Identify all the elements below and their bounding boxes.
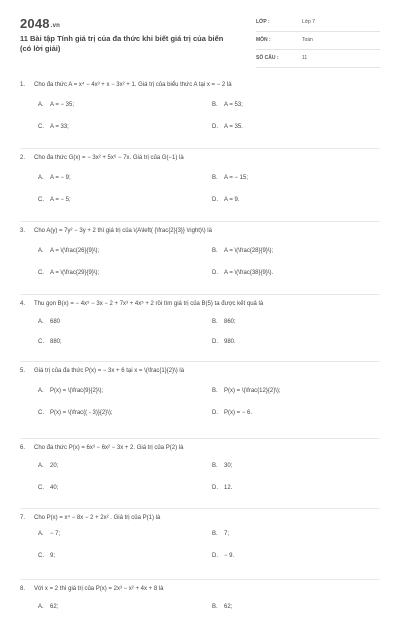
question-list — [20, 76, 380, 620]
option-letter: B. — [212, 248, 218, 254]
question-text — [20, 445, 380, 451]
question-item — [20, 76, 380, 149]
question-stem: Với x = 2 thì giá trị của P(x) = 2x³ − x² + 4x + 8 là — [34, 586, 164, 592]
option-text: A = \(\frac{38}{9}\). — [224, 270, 274, 276]
option-text: A = 35. — [224, 124, 243, 130]
option-text: 20; — [50, 463, 59, 469]
option-letter: A. — [38, 604, 44, 610]
answer-option-b[interactable] — [212, 175, 248, 181]
meta-row-count — [256, 54, 380, 68]
option-text: P(x) = − 6. — [224, 410, 253, 416]
question-number: 7. — [20, 515, 26, 521]
question-stem: Cho đa thức P(x) = 6x³ − 6x² − 3x + 2. Giá trị của P(2) là — [34, 445, 184, 451]
option-text: P(x) = \(\frac{9}{2}\); — [50, 388, 104, 394]
option-text: 62; — [224, 604, 233, 610]
question-item — [20, 509, 380, 580]
option-letter: C. — [38, 197, 44, 203]
option-letter: C. — [38, 410, 44, 416]
option-text: A = 9. — [224, 197, 240, 203]
option-text: A = − 15; — [224, 175, 249, 181]
option-text: − 7; — [50, 531, 61, 537]
document-title: 11 Bài tập Tính giá trị của đa thức khi biết giá trị của biến (có lời giải) — [20, 34, 224, 53]
answer-option-c[interactable] — [38, 410, 113, 416]
meta-info — [256, 18, 380, 72]
logo-main-text: 2048 — [20, 16, 50, 31]
answer-option-a[interactable] — [38, 388, 103, 394]
option-letter: A. — [38, 102, 44, 108]
option-text: A = 53; — [224, 102, 243, 108]
option-letter: D. — [212, 410, 218, 416]
answer-option-a[interactable] — [38, 319, 60, 325]
option-text: − 9. — [224, 553, 235, 559]
option-letter: C. — [38, 270, 44, 276]
option-text: A = − 9; — [50, 175, 71, 181]
answer-option-b[interactable] — [212, 102, 243, 108]
option-letter: A. — [38, 388, 44, 394]
option-letter: D. — [212, 124, 218, 130]
option-letter: D. — [212, 339, 218, 345]
answer-option-c[interactable] — [38, 124, 69, 130]
option-text: 880; — [50, 339, 62, 345]
option-text: A = \(\frac{28}{9}\); — [224, 248, 274, 254]
answer-option-a[interactable] — [38, 531, 60, 537]
option-letter: A. — [38, 175, 44, 181]
answer-option-d[interactable] — [212, 124, 243, 130]
option-letter: D. — [212, 197, 218, 203]
option-text: 30; — [224, 463, 233, 469]
answer-option-d[interactable] — [212, 339, 236, 345]
option-letter: D. — [212, 553, 218, 559]
logo-suffix-text: .vn — [50, 23, 61, 29]
answer-option-a[interactable] — [38, 102, 74, 108]
question-item — [20, 362, 380, 439]
option-letter: B. — [212, 463, 218, 469]
option-letter: B. — [212, 604, 218, 610]
answer-option-b[interactable] — [212, 463, 232, 469]
meta-value: Lớp 7 — [302, 19, 316, 25]
option-letter: C. — [38, 553, 44, 559]
option-text: A = \(\frac{26}{9}\); — [50, 248, 100, 254]
answer-option-b[interactable] — [212, 388, 281, 394]
option-text: A = − 35; — [50, 102, 75, 108]
question-text — [20, 155, 380, 161]
question-text — [20, 228, 380, 234]
question-item — [20, 295, 380, 362]
question-text — [20, 368, 380, 374]
option-text: A = 33; — [50, 124, 69, 130]
answer-option-a[interactable] — [38, 248, 99, 254]
meta-label: MÔN : — [256, 37, 271, 43]
document-header — [20, 14, 380, 70]
option-letter: C. — [38, 124, 44, 130]
question-item — [20, 439, 380, 509]
answer-option-c[interactable] — [38, 270, 99, 276]
question-stem: Cho đa thức A = x⁴ − 4x³ + x − 3x² + 1. Giá trị của biểu thức A tại x = − 2 là — [34, 82, 232, 88]
option-text: A = \(\frac{29}{9}\); — [50, 270, 100, 276]
option-letter: A. — [38, 531, 44, 537]
option-text: 980. — [224, 339, 236, 345]
answer-option-c[interactable] — [38, 339, 62, 345]
question-item — [20, 149, 380, 222]
answer-option-b[interactable] — [212, 531, 229, 537]
question-stem: Thu gọn B(x) = − 4x⁵ − 3x − 2 + 7x³ + 4x⁵ + 2 rồi tìm giá trị của B(5) ta được kết quả là — [34, 301, 264, 307]
option-text: 7; — [224, 531, 230, 537]
site-logo[interactable] — [20, 16, 60, 31]
answer-option-c[interactable] — [38, 553, 55, 559]
question-number: 8. — [20, 586, 26, 592]
answer-option-b[interactable] — [212, 319, 236, 325]
answer-option-d[interactable] — [212, 553, 234, 559]
meta-label: SỐ CÂU : — [256, 55, 279, 61]
option-letter: D. — [212, 270, 218, 276]
answer-option-d[interactable] — [212, 485, 232, 491]
question-number: 3. — [20, 228, 26, 234]
option-text: P(x) = \(\frac{( - 3)}{2}\); — [50, 410, 113, 416]
option-text: P(x) = \(\frac{12}{2}\); — [224, 388, 281, 394]
question-number: 2. — [20, 155, 26, 161]
option-text: A = − 5; — [50, 197, 71, 203]
question-stem: Cho đa thức G(x) = − 3x² + 5x⁶ − 7x. Giá trị của G(−1) là — [34, 155, 184, 161]
answer-option-b[interactable] — [212, 248, 273, 254]
question-stem: Cho P(x) = x⁴ − 8x − 2 + 2x² . Giá trị của P(1) là — [34, 515, 161, 521]
option-letter: D. — [212, 485, 218, 491]
answer-option-a[interactable] — [38, 604, 58, 610]
question-item — [20, 580, 380, 620]
meta-row-class — [256, 18, 380, 32]
meta-value: Toán — [302, 37, 313, 43]
option-letter: A. — [38, 319, 44, 325]
option-letter: A. — [38, 248, 44, 254]
option-text: 680 — [50, 319, 61, 325]
answer-option-a[interactable] — [38, 463, 58, 469]
question-stem: Giá trị của đa thức P(x) = − 3x + 6 tại x = \(\frac{1}{2}\) là — [34, 368, 185, 374]
question-stem: Cho A(y) = 7y² − 3y + 2 thì giá trị của \(A\left( {\frac{2}{3}} \right)\) là — [34, 228, 212, 234]
option-letter: C. — [38, 339, 44, 345]
meta-value: 11 — [302, 55, 308, 61]
option-letter: A. — [38, 463, 44, 469]
question-text — [20, 82, 380, 88]
option-text: 62; — [50, 604, 59, 610]
answer-option-a[interactable] — [38, 175, 71, 181]
question-text — [20, 515, 380, 521]
answer-option-d[interactable] — [212, 410, 252, 416]
question-number: 1. — [20, 82, 26, 88]
question-number: 6. — [20, 445, 26, 451]
option-letter: B. — [212, 102, 218, 108]
answer-option-c[interactable] — [38, 197, 71, 203]
answer-option-c[interactable] — [38, 485, 58, 491]
question-text — [20, 586, 380, 592]
option-letter: B. — [212, 531, 218, 537]
option-text: 12. — [224, 485, 233, 491]
option-text: 40; — [50, 485, 59, 491]
option-letter: C. — [38, 485, 44, 491]
question-number: 4. — [20, 301, 26, 307]
option-letter: B. — [212, 175, 218, 181]
option-letter: B. — [212, 388, 218, 394]
option-text: 9; — [50, 553, 56, 559]
meta-row-subject — [256, 36, 380, 50]
meta-label: LỚP : — [256, 19, 270, 25]
question-item — [20, 222, 380, 295]
question-number: 5. — [20, 368, 26, 374]
answer-option-d[interactable] — [212, 197, 240, 203]
answer-option-d[interactable] — [212, 270, 273, 276]
answer-option-b[interactable] — [212, 604, 232, 610]
option-text: 860; — [224, 319, 236, 325]
option-letter: B. — [212, 319, 218, 325]
question-text — [20, 301, 380, 307]
